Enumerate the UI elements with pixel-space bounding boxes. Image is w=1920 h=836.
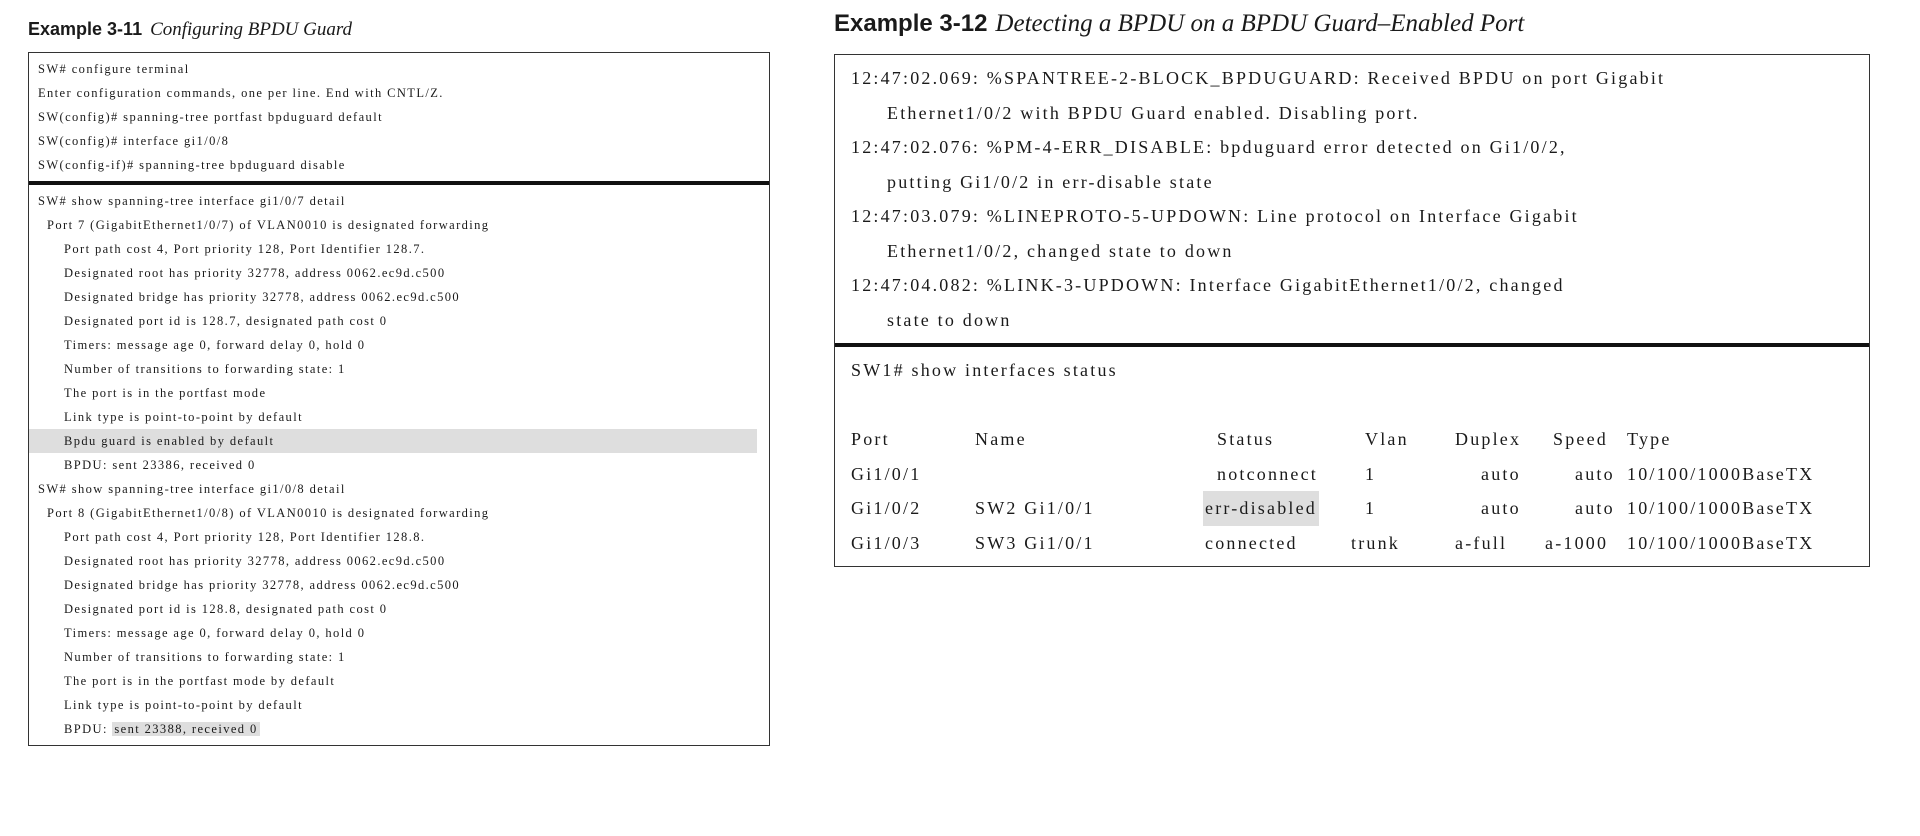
code-line: Port 7 (GigabitEthernet1/0/7) of VLAN0010 is designated forwarding <box>47 218 490 232</box>
code-line: Number of transitions to forwarding state: 1 <box>64 650 346 664</box>
code-line: SW# show spanning-tree interface gi1/0/8 detail <box>38 482 346 496</box>
code-line: The port is in the portfast mode by default <box>64 674 336 688</box>
blank-line <box>835 388 1869 423</box>
example-caption: Detecting a BPDU on a BPDU Guard–Enabled Port <box>995 10 1525 37</box>
cell-status: connected <box>1205 532 1298 553</box>
cell-speed: auto <box>1575 463 1615 484</box>
cell-type: 10/100/1000BaseTX <box>1627 532 1815 553</box>
code-line: SW# show spanning-tree interface gi1/0/7 detail <box>38 194 346 208</box>
code-line: Port 8 (GigabitEthernet1/0/8) of VLAN0010 is designated forwarding <box>47 506 490 520</box>
show-section <box>29 181 769 745</box>
code-box <box>28 52 770 746</box>
header-duplex: Duplex <box>1455 429 1522 449</box>
header-status: Status <box>1217 429 1275 449</box>
code-line: Designated bridge has priority 32778, address 0062.ec9d.c500 <box>64 578 461 592</box>
code-line: Designated port id is 128.8, designated path cost 0 <box>64 602 388 616</box>
cell-duplex: auto <box>1481 463 1521 484</box>
highlighted-code-line: Bpdu guard is enabled by default <box>29 429 757 453</box>
cell-type: 10/100/1000BaseTX <box>1627 463 1815 484</box>
bpdu-prefix: BPDU: <box>64 722 108 736</box>
log-line: 12:47:03.079: %LINEPROTO-5-UPDOWN: Line protocol on Interface Gigabit <box>851 206 1579 226</box>
table-row <box>835 457 1869 492</box>
cell-speed: auto <box>1575 498 1615 518</box>
cell-vlan: 1 <box>1365 463 1377 484</box>
code-line <box>29 717 769 741</box>
log-line: putting Gi1/0/2 in err-disable state <box>887 171 1214 192</box>
cell-status: notconnect <box>1217 463 1318 484</box>
cell-port: Gi1/0/1 <box>851 463 922 484</box>
code-line: Designated bridge has priority 32778, address 0062.ec9d.c500 <box>64 290 461 304</box>
code-line: SW(config)# interface gi1/0/8 <box>38 134 230 148</box>
log-line: state to down <box>887 309 1012 330</box>
code-line: SW# configure terminal <box>38 62 190 76</box>
log-line: 12:47:02.076: %PM-4-ERR_DISABLE: bpduguard error detected on Gi1/0/2, <box>851 137 1567 157</box>
code-line: Designated root has priority 32778, address 0062.ec9d.c500 <box>64 266 446 280</box>
table-row <box>835 491 1869 526</box>
code-line: Port path cost 4, Port priority 128, Port Identifier 128.8. <box>64 530 426 544</box>
config-section <box>29 53 769 181</box>
log-line: Ethernet1/0/2, changed state to down <box>887 240 1234 261</box>
code-line: Enter configuration commands, one per line. End with CNTL/Z. <box>38 86 444 100</box>
example-caption: Configuring BPDU Guard <box>150 19 353 40</box>
status-command: SW1# show interfaces status <box>851 360 1118 380</box>
example-title <box>28 14 770 52</box>
example-title <box>834 8 1870 54</box>
cell-name: SW2 Gi1/0/1 <box>975 498 1095 518</box>
example-number: Example 3-12 <box>834 10 988 37</box>
highlighted-bpdu-counts: sent 23388, received 0 <box>114 722 258 736</box>
cell-type: 10/100/1000BaseTX <box>1627 498 1815 518</box>
example-number: Example 3-11 <box>28 19 143 39</box>
header-name: Name <box>975 429 1027 449</box>
log-line: 12:47:04.082: %LINK-3-UPDOWN: Interface GigabitEthernet1/0/2, changed <box>851 275 1565 295</box>
cell-port: Gi1/0/3 <box>851 532 922 553</box>
code-line: Link type is point-to-point by default <box>64 410 303 424</box>
cell-name: SW3 Gi1/0/1 <box>975 532 1095 553</box>
code-line: SW(config)# spanning-tree portfast bpduguard default <box>38 110 383 124</box>
header-port: Port <box>851 429 890 449</box>
cell-port: Gi1/0/2 <box>851 498 922 518</box>
header-vlan: Vlan <box>1365 429 1409 449</box>
cell-duplex: a-full <box>1455 532 1508 553</box>
example-3-12 <box>834 8 1870 567</box>
code-line: Port path cost 4, Port priority 128, Port Identifier 128.7. <box>64 242 426 256</box>
log-line: 12:47:02.069: %SPANTREE-2-BLOCK_BPDUGUARD: Received BPDU on port Gigabit <box>851 68 1666 88</box>
cell-vlan: trunk <box>1351 532 1400 553</box>
code-line: Designated port id is 128.7, designated path cost 0 <box>64 314 388 328</box>
code-line: Timers: message age 0, forward delay 0, hold 0 <box>64 626 366 640</box>
cell-duplex: auto <box>1481 498 1521 518</box>
cell-status-highlighted: err-disabled <box>1203 491 1319 526</box>
header-speed: Speed <box>1553 429 1608 449</box>
code-line: SW(config-if)# spanning-tree bpduguard disable <box>38 158 346 172</box>
code-line: Timers: message age 0, forward delay 0, hold 0 <box>64 338 366 352</box>
code-line: BPDU: sent 23386, received 0 <box>64 458 256 472</box>
code-line: The port is in the portfast mode <box>64 386 267 400</box>
header-type: Type <box>1627 429 1672 449</box>
code-line: Number of transitions to forwarding state: 1 <box>64 362 346 376</box>
status-section <box>835 343 1869 566</box>
cell-vlan: 1 <box>1365 498 1377 518</box>
log-line: Ethernet1/0/2 with BPDU Guard enabled. Disabling port. <box>887 102 1420 123</box>
table-row <box>835 526 1869 561</box>
log-section <box>835 55 1869 343</box>
example-3-11 <box>28 14 770 746</box>
code-line: Designated root has priority 32778, address 0062.ec9d.c500 <box>64 554 446 568</box>
code-box <box>834 54 1870 567</box>
cell-speed: a-1000 <box>1545 532 1609 553</box>
table-header-row <box>835 422 1869 457</box>
code-line: Link type is point-to-point by default <box>64 698 303 712</box>
